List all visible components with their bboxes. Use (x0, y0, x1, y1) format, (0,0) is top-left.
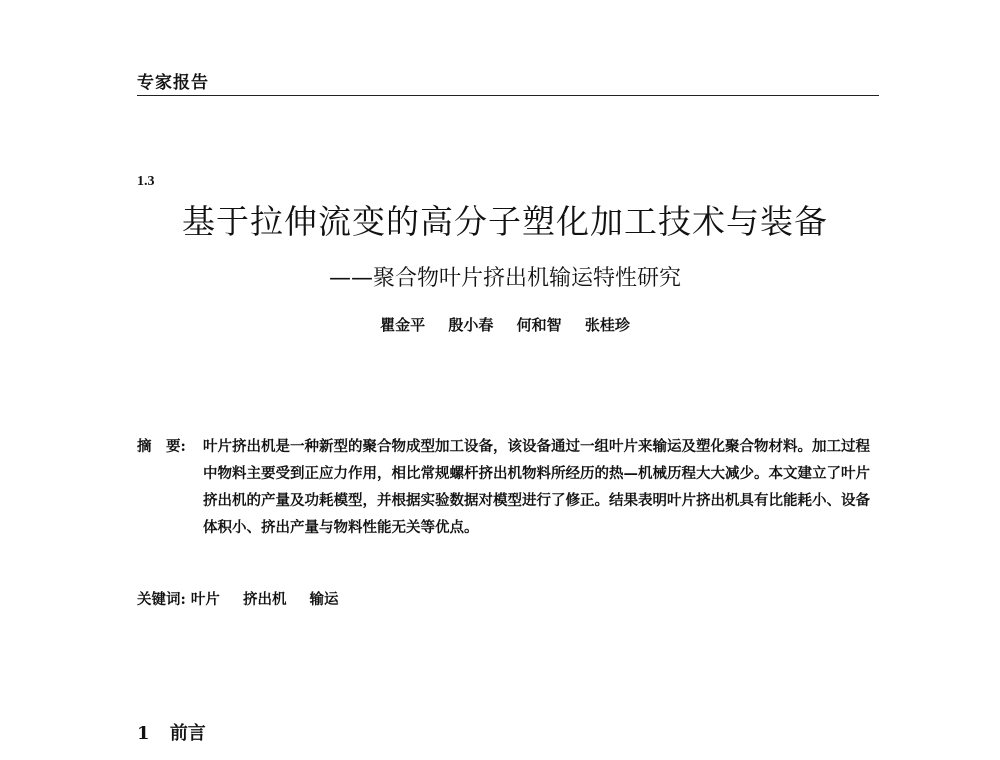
section-number: 1.3 (137, 174, 155, 189)
running-header: 专家报告 (137, 73, 209, 93)
keyword-3: 输运 (309, 591, 339, 608)
abstract (137, 433, 882, 541)
author-list (0, 314, 1000, 335)
paper-title: 基于拉伸流变的高分子塑化加工技术与装备 (182, 202, 828, 241)
keyword-1: 叶片 (190, 591, 220, 608)
header-divider (137, 95, 879, 96)
section-heading-title: 前言 (169, 723, 206, 744)
keyword-2: 挤出机 (242, 591, 287, 608)
abstract-label: 摘 要: (137, 438, 186, 455)
author-3: 何和智 (516, 316, 562, 334)
author-4: 张桂珍 (584, 316, 630, 334)
keywords-label: 关键词: (137, 591, 186, 608)
author-2: 殷小春 (448, 316, 494, 334)
keywords (137, 588, 357, 609)
abstract-text: 叶片挤出机是一种新型的聚合物成型加工设备，该设备通过一组叶片来输运及塑化聚合物材料。加工过程中物料主要受到正应力作用，相比常规螺杆挤出机物料所经历的热—机械历程大大减少。本文建立了叶片挤出机的产量及功耗模型，并根据实验数据对模型进行了修正。结果表明叶片挤出机具有比能耗小、设备体积小、挤出产量与物料性能无关等优点。 (203, 438, 870, 536)
section-heading (137, 719, 206, 745)
author-1: 瞿金平 (380, 316, 426, 334)
paper-subtitle: ——聚合物叶片挤出机输运特性研究 (328, 266, 681, 291)
section-heading-number: 1 (137, 723, 150, 744)
